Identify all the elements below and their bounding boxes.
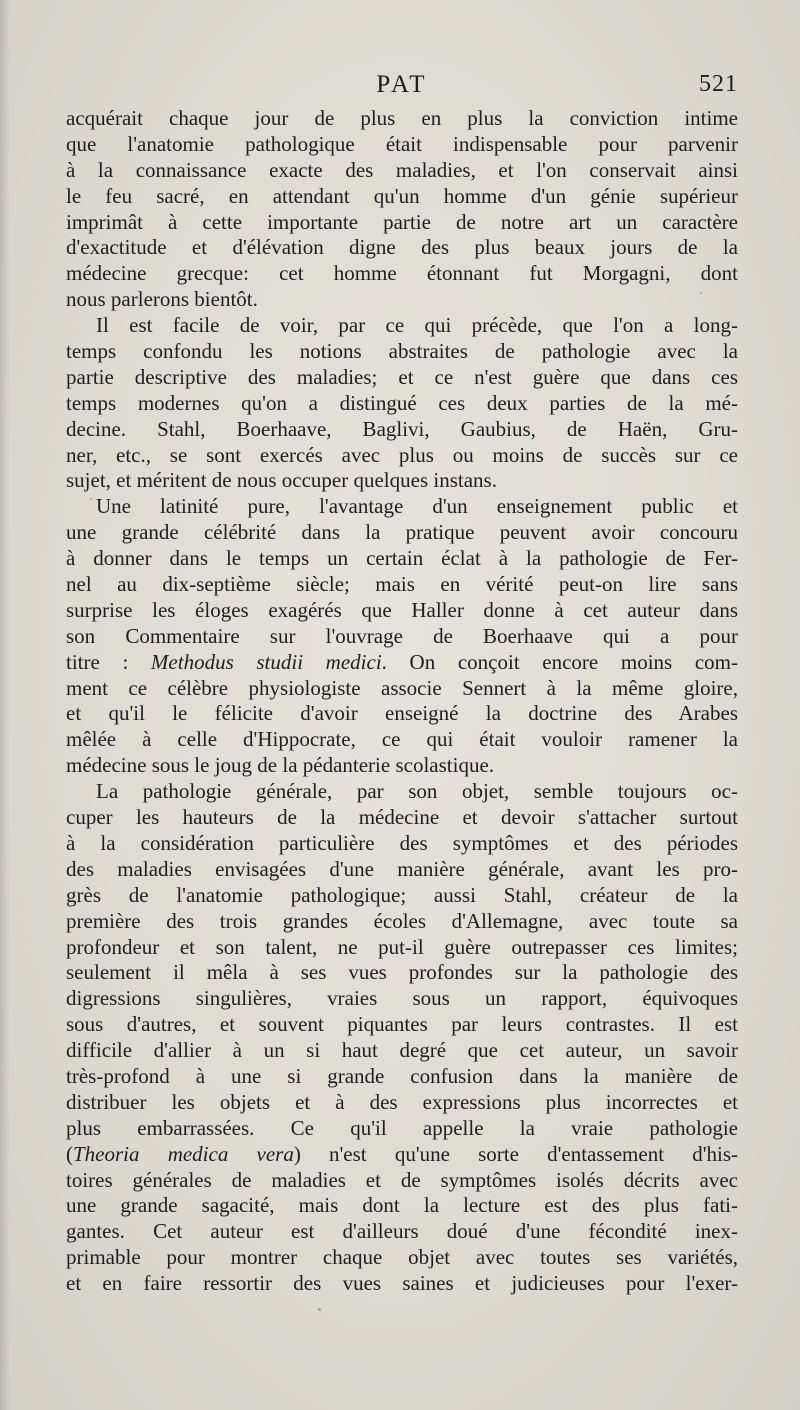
text-line (66, 857, 738, 883)
text-line (66, 468, 738, 494)
paper-speck (700, 292, 702, 294)
text-line (66, 546, 738, 572)
paragraph (66, 779, 738, 1297)
page-header (66, 71, 738, 103)
text-line (66, 1142, 738, 1168)
text-segment: ( (66, 1141, 73, 1166)
text-segment: une grande célébrité dans la pratique peuvent avoir concouru (66, 520, 738, 545)
text-line (66, 779, 738, 805)
text-segment: imprimât à cette importante partie de notre art un caractère (66, 209, 738, 234)
text-line (66, 1116, 738, 1142)
text-line (66, 935, 738, 961)
text-segment: distribuer les objets et à des expressions plus incorrectes et (66, 1089, 738, 1114)
text-segment: des maladies envisagées d'une manière générale, avant les pro- (66, 856, 738, 881)
running-head: PAT (376, 71, 428, 98)
body-text (66, 106, 738, 1297)
text-segment: grès de l'anatomie pathologique; aussi Stahl, créateur de la (66, 882, 738, 907)
text-segment: que l'anatomie pathologique était indispensable pour parvenir (66, 131, 738, 156)
text-line (66, 1271, 738, 1297)
text-line (66, 1090, 738, 1116)
text-segment: primable pour montrer chaque objet avec toutes ses variétés, (66, 1245, 738, 1270)
italic-title: Theoria medica vera (73, 1141, 294, 1166)
text-segment: temps modernes qu'on a distingué ces deux parties de la mé- (66, 390, 738, 415)
text-line (66, 986, 738, 1012)
text-segment: temps confondu les notions abstraites de pathologie avec la (66, 339, 738, 364)
paragraph (66, 106, 738, 313)
text-line (66, 1012, 738, 1038)
text-line (66, 650, 738, 676)
paragraph (66, 494, 738, 779)
text-line (66, 909, 738, 935)
text-segment: ment ce célèbre physiologiste associe Sennert à la même gloire, (66, 675, 738, 700)
text-segment: seulement il mêla à ses vues profondes sur la pathologie des (66, 960, 738, 985)
text-segment: sous d'autres, et souvent piquantes par leurs contrastes. Il est (66, 1012, 738, 1037)
text-line (66, 443, 738, 469)
text-line (66, 417, 738, 443)
text-line (66, 960, 738, 986)
text-line (66, 701, 738, 727)
text-segment: très-profond à une si grande confusion dans la manière de (66, 1063, 738, 1088)
text-line (66, 494, 738, 520)
text-line (66, 210, 738, 236)
text-line (66, 106, 738, 132)
text-segment: sujet, et méritent de nous occuper quelques instans. (66, 468, 497, 493)
text-line (66, 184, 738, 210)
text-segment: à donner dans le temps un certain éclat à la pathologie de Fer- (66, 546, 738, 571)
text-line (66, 1038, 738, 1064)
text-line (66, 313, 738, 339)
text-segment: première des trois grandes écoles d'Allemagne, avec toute sa (66, 908, 738, 933)
text-line (66, 261, 738, 287)
text-segment: le feu sacré, en attendant qu'un homme d'un génie supérieur (66, 183, 738, 208)
text-segment: . On conçoit encore moins com- (381, 649, 739, 674)
text-segment: titre : (66, 649, 151, 674)
text-segment: nel au dix-septième siècle; mais en vérité peut-on lire sans (66, 572, 738, 597)
text-segment: une grande sagacité, mais dont la lecture est des plus fati- (66, 1193, 738, 1218)
text-segment: Une latinité pure, l'avantage d'un enseignement public et (96, 494, 738, 519)
text-line (66, 391, 738, 417)
text-line (66, 1064, 738, 1090)
text-segment: surprise les éloges exagérés que Haller donne à cet auteur dans (66, 597, 738, 622)
text-line (66, 235, 738, 261)
text-segment: La pathologie générale, par son objet, semble toujours oc- (96, 779, 738, 804)
text-line (66, 1219, 738, 1245)
text-segment: et qu'il le félicite d'avoir enseigné la doctrine des Arabes (66, 701, 738, 726)
text-line (66, 831, 738, 857)
text-segment: acquérait chaque jour de plus en plus la conviction intime (66, 106, 738, 130)
text-line (66, 287, 738, 313)
text-line (66, 158, 738, 184)
page-gutter-shadow (0, 0, 10, 1410)
text-line (66, 520, 738, 546)
text-line (66, 1245, 738, 1271)
text-segment: profondeur et son talent, ne put-il guère outrepasser ces limites; (66, 934, 738, 959)
paper-speck (318, 1308, 321, 1311)
text-segment: ) n'est qu'une sorte d'entassement d'his- (293, 1141, 738, 1166)
text-line (66, 805, 738, 831)
text-line (66, 598, 738, 624)
text-segment: digressions singulières, vraies sous un rapport, équivoques (66, 986, 738, 1011)
text-segment: plus embarrassées. Ce qu'il appelle la vraie pathologie (66, 1115, 738, 1140)
paragraph (66, 313, 738, 494)
text-line (66, 339, 738, 365)
text-segment: médecine grecque: cet homme étonnant fut Morgagni, dont (66, 261, 738, 286)
text-line (66, 365, 738, 391)
text-segment: mêlée à celle d'Hippocrate, ce qui était vouloir ramener la (66, 727, 738, 752)
text-segment: et en faire ressortir des vues saines et judicieuses pour l'exer- (66, 1271, 738, 1296)
text-segment: son Commentaire sur l'ouvrage de Boerhaave qui a pour (66, 623, 738, 648)
text-segment: à la connaissance exacte des maladies, et l'on conservait ainsi (66, 157, 738, 182)
italic-title: Methodus studii medici (150, 649, 382, 674)
text-segment: partie descriptive des maladies; et ce n'est guère que dans ces (66, 364, 738, 389)
text-segment: nous parlerons bientôt. (66, 287, 258, 312)
text-line (66, 1193, 738, 1219)
text-line (66, 727, 738, 753)
text-line (66, 624, 738, 650)
text-line (66, 132, 738, 158)
text-segment: toires générales de maladies et de symptômes isolés décrits avec (66, 1167, 738, 1192)
text-segment: cuper les hauteurs de la médecine et devoir s'attacher surtout (66, 805, 738, 830)
text-line (66, 883, 738, 909)
text-segment: Il est facile de voir, par ce qui précède, que l'on a long- (96, 313, 738, 338)
text-segment: gantes. Cet auteur est d'ailleurs doué d'une fécondité inex- (66, 1219, 738, 1244)
text-segment: ner, etc., se sont exercés avec plus ou moins de succès sur ce (66, 442, 738, 467)
text-segment: d'exactitude et d'élévation digne des plus beaux jours de la (66, 235, 738, 260)
text-segment: difficile d'allier à un si haut degré que cet auteur, un savoir (66, 1038, 738, 1063)
text-segment: médecine sous le joug de la pédanterie scolastique. (66, 753, 495, 778)
text-line (66, 753, 738, 779)
text-segment: decine. Stahl, Boerhaave, Baglivi, Gaubius, de Haën, Gru- (66, 416, 738, 441)
paper-speck (90, 498, 92, 500)
text-segment: à la considération particulière des symptômes et des périodes (66, 830, 738, 855)
text-line (66, 572, 738, 598)
page-number: 521 (699, 71, 738, 97)
text-line (66, 1168, 738, 1194)
text-line (66, 676, 738, 702)
